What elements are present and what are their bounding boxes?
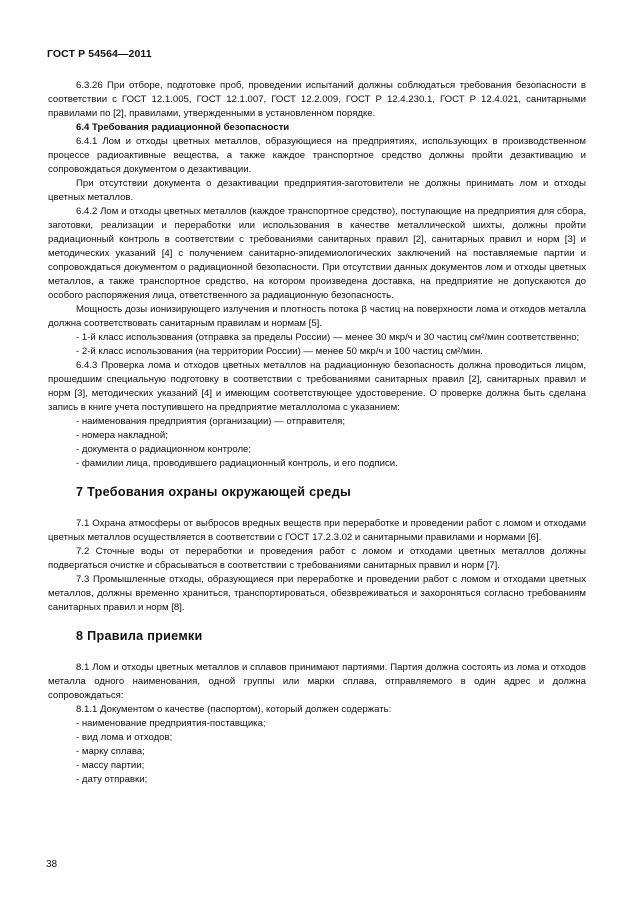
paragraph-6-3-26: 6.3.26 При отборе, подготовке проб, проведении испытаний должны соблюдаться требования безопасности в соответствии с ГОСТ 12.1.005, ГОСТ 12.1.007, ГОСТ 12.2.009, ГОСТ Р 12.4.230.1, ГОСТ Р 12.4.021, санитарными правилами по [2], правилами, утвержденными в установленном порядке. (48, 80, 586, 119)
list-item-class-1: - 1-й класс использования (отправка за пределы России) — менее 30 мкр/ч и 30 частиц см²/мин соответственно; (76, 332, 580, 343)
list-item: - массу партии; (76, 760, 145, 771)
section-heading-8: 8 Правила приемки (76, 629, 203, 643)
section-heading-7: 7 Требования охраны окружающей среды (76, 485, 352, 499)
paragraph-6-4-2: 6.4.2 Лом и отходы цветных металлов (каждое транспортное средство), поступающие на предприятия для сбора, заготовки, реализации и переработки или использования в качестве металлической шихты, должны пройти радиационный контроль в соответствии с требованиями санитарных правил [2], санитарных правил и норм [3] и методических указаний [4] с получением санитарно-эпидемиологических заключений на поставляемые партии и сопровождаться документом о радиационной безопасности. При отсутствии данных документов лом и отходы цветных металлов, а также транспортное средство, на котором произведена доставка, на предприятие не допускаются до особого распоряжения лица, ответственного за радиационную безопасность. (48, 206, 586, 301)
list-item: - вид лома и отходов; (76, 732, 173, 743)
paragraph-6-4-3: 6.4.3 Проверка лома и отходов цветных металлов на радиационную безопасность должна проводиться лицом, прошедшим специальную подготовку в соответствии с требованиями санитарных правил [2], санитарных правил и норм [3], методических указаний [4] и имеющим соответствующее удостоверение. О проверке должна быть сделана запись в книге учета поступившего на предприятие металлолома с указанием: (48, 360, 586, 413)
paragraph-7-3: 7.3 Промышленные отходы, образующиеся при переработке и проведении работ с ломом и отходами цветных металлов, должны временно храниться, транспортироваться, обезвреживаться и захороняться согласно требованиям санитарных правил и норм [8]. (48, 574, 586, 613)
list-item: - фамилии лица, проводившего радиационный контроль, и его подписи. (76, 458, 398, 469)
list-item: - марку сплава; (76, 746, 145, 757)
list-item: - документа о радиационном контроле; (76, 444, 252, 455)
paragraph-7-2: 7.2 Сточные воды от переработки и проведения работ с ломом и отходами цветных металлов должны подвергаться очистке и сбрасываться в соответствии с требованиями санитарных правил и норм [7]. (48, 546, 586, 571)
paragraph-6-4-1: 6.4.1 Лом и отходы цветных металлов, образующиеся на предприятиях, использующих в производственном процессе радиоактивные вещества, а также каждое транспортное средство должны пройти дезактивацию и сопровождаться документом о дезактивации. (48, 136, 586, 175)
list-item: - наименования предприятия (организации) — отправителя; (76, 416, 346, 427)
list-item: - номера накладной; (76, 430, 168, 441)
document-header: ГОСТ Р 54564—2011 (47, 48, 152, 60)
paragraph-7-1: 7.1 Охрана атмосферы от выбросов вредных веществ при переработке и проведении работ с ломом и отходами цветных металлов осуществляется в соответствии с ГОСТ 17.2.3.02 и санитарными правилами и нормами [6]. (48, 518, 586, 543)
paragraph-6-4-2-continued: Мощность дозы ионизирующего излучения и плотность потока β частиц на поверхности лома и отходов металла должна соответствовать санитарным правилам и нормам [5]. (48, 304, 586, 329)
document-body (48, 79, 586, 787)
paragraph-8-1: 8.1 Лом и отходы цветных металлов и сплавов принимают партиями. Партия должна состоять из лома и отходов металла одного наименования, одной группы или марки сплава, отправляемого в один адрес и должна сопровождаться: (48, 662, 586, 701)
subsection-title-6-4: 6.4 Требования радиационной безопасности (76, 122, 290, 133)
list-item: - дату отправки; (76, 774, 148, 785)
paragraph-6-4-1-continued: При отсутствии документа о дезактивации предприятия-заготовители не должны принимать лом и отходы цветных металлов. (48, 178, 586, 203)
page-number: 38 (46, 859, 58, 870)
paragraph-8-1-1: 8.1.1 Документом о качестве (паспортом), который должен содержать: (76, 704, 392, 715)
list-item-class-2: - 2-й класс использования (на территории России) — менее 50 мкр/ч и 100 частиц см²/мин. (76, 346, 483, 357)
list-item: - наименование предприятия-поставщика; (76, 718, 266, 729)
